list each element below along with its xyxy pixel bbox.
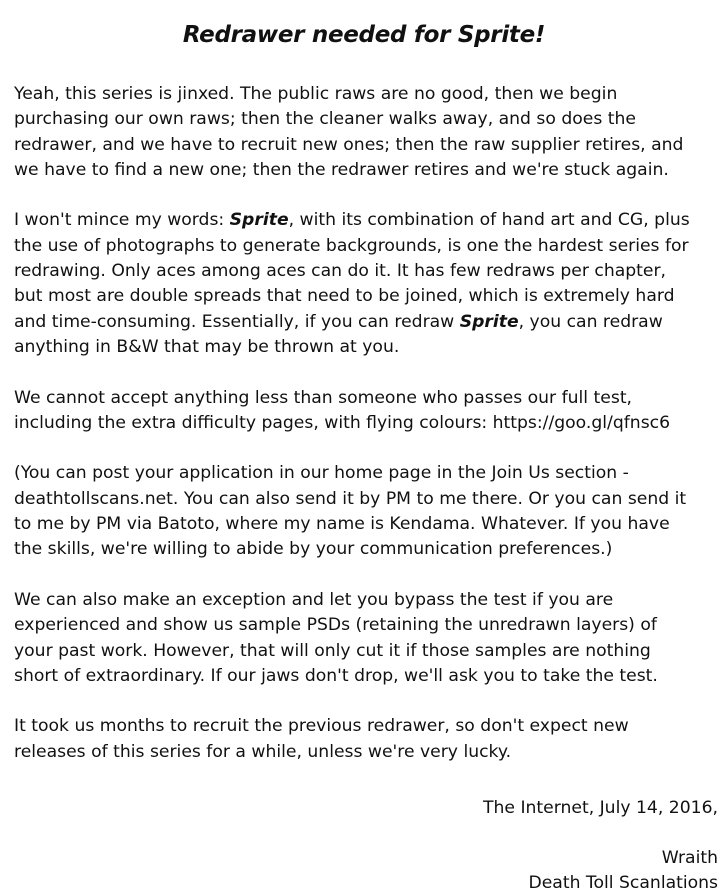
page-title: Redrawer needed for Sprite!	[182, 22, 546, 48]
paragraph-closing	[14, 714, 718, 765]
text-line	[14, 208, 718, 233]
paragraph-intro	[14, 82, 718, 183]
text-segment: I won't mince my words:	[14, 210, 230, 231]
text-line: including the extra difficulty pages, with flying colours: https://goo.gl/qfnsc6	[14, 412, 671, 433]
paragraph-application	[14, 461, 718, 562]
text-line: (You can post your application in our home page in the Join Us section -	[14, 463, 629, 484]
text-segment: , with its combination of hand art and CG, plus	[288, 210, 690, 231]
text-line	[14, 310, 718, 335]
emphasized-title: Sprite	[229, 210, 289, 231]
text-line: purchasing our own raws; then the cleaner walks away, and so does the	[14, 109, 636, 130]
paragraph-difficulty	[14, 208, 718, 360]
text-segment: , you can redraw	[518, 311, 663, 332]
text-line: Yeah, this series is jinxed. The public raws are no good, then we begin	[14, 84, 618, 104]
text-line: the use of photographs to generate backgrounds, is one the hardest series for	[14, 235, 689, 256]
text-line: anything in B&W that may be thrown at you.	[14, 336, 400, 357]
text-segment: and time-consuming. Essentially, if you can redraw	[14, 311, 460, 332]
text-line: releases of this series for a while, unless we're very lucky.	[14, 741, 512, 762]
text-line: deathtollscans.net. You can also send it by PM to me there. Or you can send it	[14, 488, 687, 509]
paragraph-exception	[14, 588, 718, 689]
emphasized-title: Sprite	[459, 311, 519, 332]
paragraph-test	[14, 386, 718, 437]
signoff-date: The Internet, July 14, 2016,	[483, 798, 718, 818]
text-line: redrawing. Only aces among aces can do it. It has few redraws per chapter,	[14, 261, 666, 282]
signoff-name: Wraith	[661, 848, 718, 868]
text-line: your past work. However, that will only cut it if those samples are nothing	[14, 640, 651, 661]
text-line: redrawer, and we have to recruit new ones; then the raw supplier retires, and	[14, 134, 684, 155]
text-line: short of extraordinary. If our jaws don't drop, we'll ask you to take the test.	[14, 665, 658, 686]
document-body	[14, 82, 718, 790]
text-line: experienced and show us sample PSDs (retaining the unredrawn layers) of	[14, 615, 657, 636]
text-line: but most are double spreads that need to be joined, which is extremely hard	[14, 286, 675, 307]
signoff-group: Death Toll Scanlations	[528, 873, 718, 893]
text-line: It took us months to recruit the previous redrawer, so don't expect new	[14, 716, 629, 737]
text-line: We can also make an exception and let you bypass the test if you are	[14, 589, 614, 610]
text-line: We cannot accept anything less than someone who passes our full test,	[14, 387, 633, 408]
text-line: we have to find a new one; then the redrawer retires and we're stuck again.	[14, 159, 669, 180]
text-line: to me by PM via Batoto, where my name is Kendama. Whatever. If you have	[14, 514, 670, 535]
text-line: the skills, we're willing to abide by your communication preferences.)	[14, 539, 613, 560]
